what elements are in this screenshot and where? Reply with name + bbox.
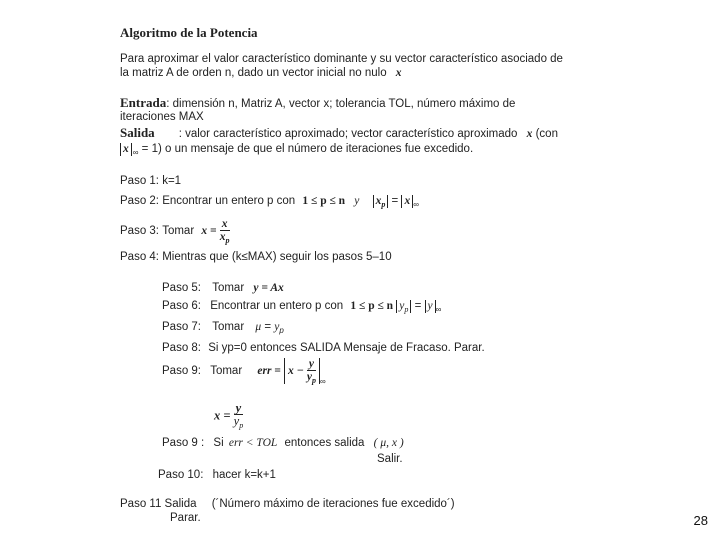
step-6-eq: = [414, 300, 422, 312]
step-7-y-sub: p [279, 326, 284, 335]
step-9-inf: ∞ [320, 377, 326, 387]
step-6-text: Encontrar un entero p con [210, 300, 344, 312]
step-3-lhs: x = [201, 225, 217, 237]
step-9-update-x [214, 402, 243, 432]
step-6-norm-y [425, 300, 436, 313]
step-10 [158, 468, 276, 482]
step-9-fraction [307, 358, 316, 384]
step-9-text: Tomar [210, 365, 243, 377]
intro-line-1: Para aproximar el valor característico dominante y su vector característico asociado de [120, 53, 563, 65]
step-3-denominator: x [219, 231, 226, 243]
step-9-check-output: ( μ, x ) [373, 437, 404, 449]
step-9-check [162, 436, 404, 450]
step-9-x: x [288, 365, 294, 377]
intro-line-2 [120, 66, 402, 80]
salida-norm-sub: ∞ [132, 148, 139, 157]
step-7-y: y [274, 321, 280, 333]
entrada-line-2: iteraciones MAX [120, 111, 204, 123]
step-10-text: hacer k=k+1 [212, 469, 276, 481]
intro-line-2-text: la matriz A de orden n, dado un vector inicial no nulo [120, 67, 387, 79]
step-9-update-numerator: y [235, 401, 242, 415]
step-6-norm-yp [396, 300, 411, 313]
step-11 [120, 497, 455, 511]
step-9-check-text: Si [213, 437, 224, 449]
step-9-den-sub: p [312, 376, 317, 385]
entrada-line-1 [120, 96, 515, 111]
step-11-text: (´Número máximo de iteraciones fue excedido´) [211, 498, 455, 510]
page-number: 28 [693, 513, 708, 528]
step-8-label: Paso 8: [162, 342, 201, 354]
step-11-stop: Parar. [170, 512, 201, 524]
step-9-check-condition: err < TOL [228, 437, 278, 449]
step-8 [162, 341, 485, 355]
step-5-formula: y = Ax [253, 282, 284, 294]
step-9-err: err = [257, 365, 281, 377]
intro-vector-x: x [395, 67, 402, 79]
step-2-y: y [354, 195, 360, 207]
salida-paren: (con [535, 128, 558, 140]
step-8-text: Si yp=0 entonces SALIDA Mensaje de Fracaso. Parar. [208, 342, 485, 354]
step-3-label: Paso 3: [120, 225, 159, 237]
step-9-update-lhs: x = [214, 408, 231, 423]
salida-norm-x: x [123, 143, 129, 155]
step-6-inf: ∞ [435, 305, 442, 314]
step-2-norm-xp [373, 195, 389, 208]
step-2-eq: = [391, 195, 399, 207]
step-10-label: Paso 10: [158, 469, 204, 481]
step-7 [162, 320, 284, 335]
step-3-text: Tomar [162, 225, 195, 237]
step-3-fraction [220, 218, 230, 244]
step-2-inf: ∞ [413, 200, 419, 209]
step-3 [120, 218, 230, 248]
step-2-xp-sub: p [381, 200, 386, 209]
step-1 [120, 174, 181, 188]
step-9-update-denominator: y [233, 414, 240, 428]
step-6-condition: 1 ≤ p ≤ n [350, 300, 394, 312]
step-9-update-fraction [234, 402, 244, 429]
step-6-label: Paso 6: [162, 300, 201, 312]
salida-norm [120, 143, 132, 156]
entrada-label: Entrada [120, 95, 167, 110]
step-9-check-stop: Salir. [377, 453, 403, 465]
salida-label: Salida [120, 125, 155, 140]
step-9-check-then: entonces salida [284, 437, 365, 449]
step-9-minus: − [297, 365, 304, 377]
step-2 [120, 194, 419, 209]
step-3-numerator: x [221, 218, 228, 230]
step-9-norm [284, 358, 320, 384]
step-6 [162, 299, 441, 314]
step-9-update-den-sub: p [239, 421, 244, 430]
step-9-label: Paso 9: [162, 365, 201, 377]
step-2-text: Encontrar un entero p con [162, 195, 296, 207]
step-1-text: k=1 [162, 175, 182, 187]
step-4 [120, 250, 392, 264]
step-4-label: Paso 4: [120, 251, 159, 263]
step-9-numerator: y [308, 358, 315, 370]
step-2-x: x [404, 195, 411, 207]
step-9-check-label: Paso 9 : [162, 437, 205, 449]
step-5-text: Tomar [212, 282, 245, 294]
step-9-denominator: y [306, 371, 313, 383]
step-4-text: Mientras que (k≤MAX) seguir los pasos 5–10 [162, 251, 392, 263]
step-7-mu: μ [255, 321, 262, 333]
step-3-den-sub: p [225, 236, 230, 245]
step-11-label: Paso 11 Salida [120, 498, 197, 510]
salida-text-2: = 1) o un mensaje de que el número de iteraciones fue excedido. [141, 143, 474, 155]
step-7-text: Tomar [212, 321, 245, 333]
step-2-norm-x [401, 195, 413, 208]
step-5 [162, 281, 284, 295]
page-title: Algoritmo de la Potencia [120, 25, 258, 40]
entrada-text-1: : dimensión n, Matriz A, vector x; tolerancia TOL, número máximo de [166, 98, 516, 110]
step-2-condition: 1 ≤ p ≤ n [302, 195, 346, 207]
step-6-yp-sub: p [404, 305, 409, 314]
step-6-y: y [427, 300, 433, 312]
step-2-xp: x [375, 195, 382, 207]
salida-line-1 [120, 126, 558, 141]
step-6-yp: y [399, 300, 405, 312]
salida-line-2 [120, 142, 473, 157]
step-2-label: Paso 2: [120, 195, 159, 207]
salida-vector-x: x [526, 128, 533, 140]
step-7-eq: = [264, 321, 272, 333]
step-9 [162, 358, 326, 398]
step-1-label: Paso 1: [120, 175, 159, 187]
step-5-label: Paso 5: [162, 282, 201, 294]
salida-text-1: : valor característico aproximado; vector característico aproximado [178, 128, 518, 140]
step-7-label: Paso 7: [162, 321, 201, 333]
